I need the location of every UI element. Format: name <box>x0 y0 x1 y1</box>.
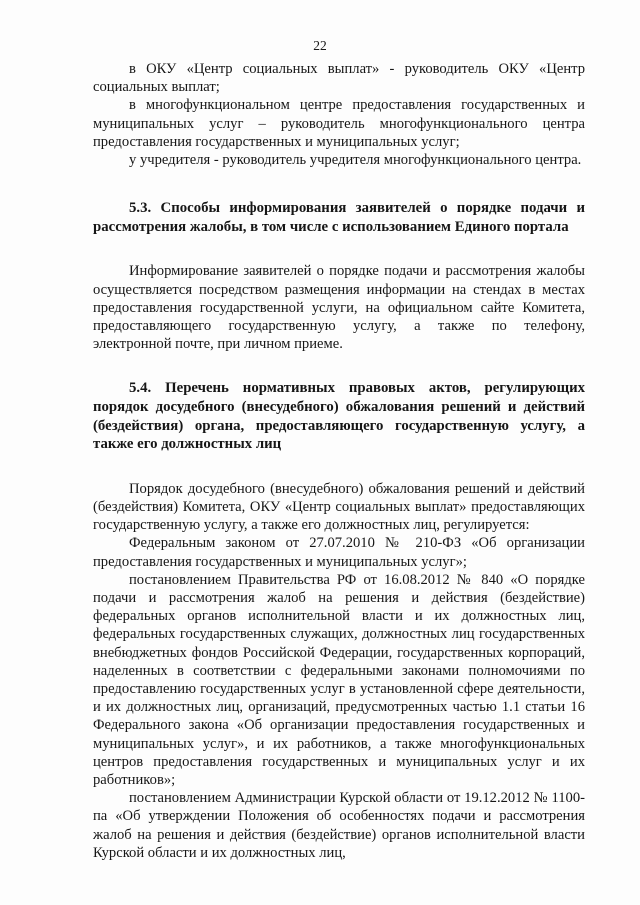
section-5-4-heading: 5.4. Перечень нормативных правовых актов, регулирующих порядок досудебного (внесудебного) обжалования решений и действий (бездействия) органа, предоставляющего государственную услугу, а также его должностных лиц <box>93 380 585 453</box>
section-5-4-intro: Порядок досудебного (внесудебного) обжалования решений и действий (бездействия) Комитета, ОКУ «Центр социальных выплат» предоставляющих государственную услугу, а также его должностных лиц, регулируется: <box>93 480 585 534</box>
section-5-4-federal-law: Федеральным законом от 27.07.2010 № 210-ФЗ «Об организации предоставления государственных и муниципальных услуг»; <box>93 535 585 570</box>
paragraph-uchreditel: у учредителя - руководитель учредителя многофункционального центра. <box>129 152 582 169</box>
section-5-4-kursk-decree: постановлением Администрации Курской области от 19.12.2012 № 1100-па «Об утверждении Положения об особенностях подачи и рассмотрения жалоб на решения и действия (бездействие) органов исполнительной власти Курской области и их должностных лиц, <box>93 790 585 861</box>
spacer <box>93 236 585 262</box>
section-5-4-government-decree: постановлением Правительства РФ от 16.08.2012 № 840 «О порядке подачи и рассмотрения жалоб на решения и действия (бездействие) федеральных органов исполнительной власти и их должностных лиц, федеральных государственных служащих, должностных лиц государственных внебюджетных фондов Российской Федерации, государственных корпораций, наделенных в соответствии с федеральными законами полномочиями по предоставлению государственных услуг в установленной сфере деятельности, и их должностных лиц, организаций, предусмотренных частью 1.1 статьи 16 Федерального закона «Об организации предоставления государственных и муниципальных услуг», и их работников, а также многофункциональных центров предоставления государственных и муниципальных услуг и их работников»; <box>93 571 585 789</box>
spacer <box>93 454 585 480</box>
section-5-3-heading: 5.3. Способы информирования заявителей о порядке подачи и рассмотрения жалобы, в том числе с использованием Единого портала <box>93 200 585 235</box>
page-number: 22 <box>313 38 327 53</box>
spacer <box>93 353 585 379</box>
section-5-3-body: Информирование заявителей о порядке подачи и рассмотрения жалобы осуществляется посредством размещения информации на стендах в местах предоставления государственной услуги, на официальном сайте Комитета, предоставляющего государственную услугу, а также по телефону, электронной почте, при личном приеме. <box>93 263 585 353</box>
paragraph-mfc: в многофункциональном центре предоставления государственных и муниципальных услуг – руководитель многофункционального центра предоставления государственных и муниципальных услуг; <box>93 97 585 150</box>
page-content <box>93 60 585 862</box>
spacer <box>93 169 585 199</box>
paragraph-oku-centr: в ОКУ «Центр социальных выплат» - руководитель ОКУ «Центр социальных выплат; <box>93 61 585 96</box>
